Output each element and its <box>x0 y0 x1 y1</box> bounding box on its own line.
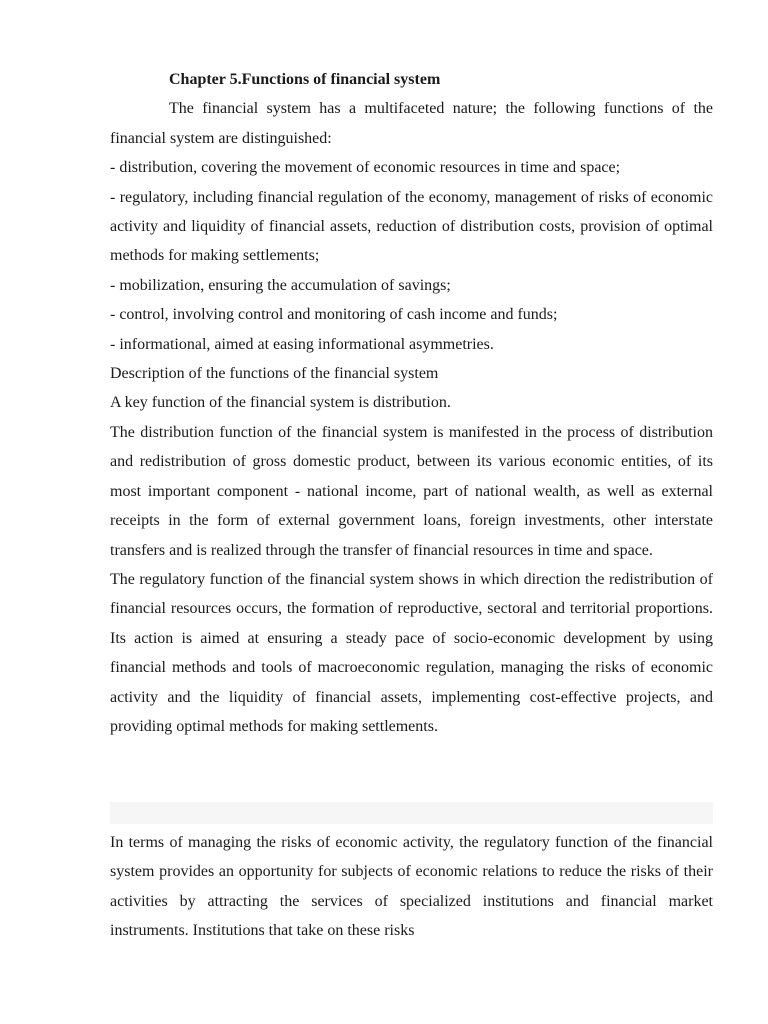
next-page-body <box>110 828 713 946</box>
page-break-divider <box>110 802 713 824</box>
distribution-paragraph: The distribution function of the financial system is manifested in the process of distribution and redistribution of gross domestic product, between its various economic entities, of its most important component - national income, part of national wealth, as well as external receipts in the form of external government loans, foreign investments, other interstate transfers and is realized through the transfer of financial resources in time and space. <box>110 423 713 559</box>
chapter-title: Chapter 5.Functions of financial system <box>169 71 441 88</box>
function-item-regulatory: - regulatory, including financial regulation of the economy, management of risks of economic activity and liquidity of financial assets, reduction of distribution costs, provision of optimal methods for making settlements; <box>110 188 713 265</box>
risk-management-paragraph: In terms of managing the risks of economic activity, the regulatory function of the financial system provides an opportunity for subjects of economic relations to reduce the risks of their activities by attracting the services of specialized institutions and financial market instruments. Institutions that take on these risks <box>110 834 713 940</box>
function-item-distribution: - distribution, covering the movement of economic resources in time and space; <box>110 159 621 177</box>
intro-paragraph: The financial system has a multifaceted nature; the following functions of the financial system are distinguished: <box>110 100 713 147</box>
section-heading: Description of the functions of the financial system <box>110 365 439 383</box>
regulatory-paragraph: The regulatory function of the financial system shows in which direction the redistribution of financial resources occurs, the formation of reproductive, sectoral and territorial proportions. Its action is aimed at ensuring a steady pace of socio-economic development by using financial methods and tools of macroeconomic regulation, managing the risks of economic activity and the liquidity of financial assets, implementing cost-effective projects, and providing optimal methods for making settlements. <box>110 570 713 735</box>
function-item-control: - control, involving control and monitoring of cash income and funds; <box>110 306 558 324</box>
page-body <box>110 65 713 741</box>
function-item-informational: - informational, aimed at easing informational asymmetries. <box>110 335 494 353</box>
function-item-mobilization: - mobilization, ensuring the accumulation of savings; <box>110 276 451 294</box>
key-function-sentence: A key function of the financial system is distribution. <box>110 394 451 412</box>
